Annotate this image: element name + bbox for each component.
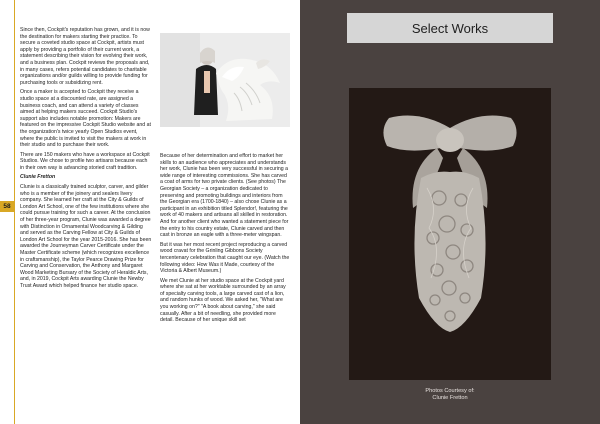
page-edge-rule bbox=[14, 0, 15, 424]
photo-credit bbox=[370, 388, 530, 402]
right-page bbox=[300, 0, 600, 424]
section-subhead: Clunie Fretton bbox=[20, 174, 56, 181]
paragraph: Because of her determination and effort to market her skills to an audience who appreciates and understands her work, Clunie has been very successful in securing a wide range of interesting commissions. She has carved a coat of arms for two private clients. (See photos) The Georgian Society – a organization dedicated to preserving and promoting buildings and interiors from the Georgian era (1700-1840) – also chose Clunie as a participant in an exhibition titled Splendor!, featuring the work of 40 makers and artisans all skilled in restoration. And for another client who wanted a statement piece for the entry to his country estate, Clunie carved and then cast in bronze an eagle with a three-meter wingspan. bbox=[160, 153, 289, 239]
sculptor-photo bbox=[160, 33, 290, 127]
text-column-2 bbox=[160, 153, 290, 327]
section-title: Select Works bbox=[411, 20, 489, 36]
paragraph: Since then, Cockpit's reputation has grown, and it is now the destination for makers starting their practice. To secure a coveted studio space at Cockpit, artists must apply by providing a portfolio of their current work, a statement describing their vision for evolving their work, and a business plan. Cockpit reviews the proposals and, in many cases, refers potential candidates to charitable organizations and/or guilds willing to provide funding for purchasing tools or subsidizing rent. bbox=[20, 27, 150, 86]
paragraph: But it was her most recent project reproducing a carved wood cravat for the Grinling Gibbons Society tercentenary celebration that caught our eye. (Watch the following video: How Was it Made, courtesy of the Victoria & Albert Museum.) bbox=[160, 241, 290, 275]
page-number: 58 bbox=[0, 201, 14, 212]
sculptor-photo-image bbox=[160, 33, 290, 127]
cravat-sculpture-image bbox=[349, 88, 551, 380]
paragraph: There are 150 makers who have a workspace at Cockpit Studios. We chose to profile two artisans because each in their own way is advancing storied craft tradition. bbox=[20, 151, 150, 171]
photo-credit-line-1: Photos Courtesy of: bbox=[425, 388, 475, 394]
text-column-1 bbox=[20, 27, 152, 293]
section-title-box bbox=[347, 13, 553, 43]
carved-cravat-photo bbox=[349, 88, 551, 380]
paragraph: Clunie is a classically trained sculptor, carver, and gilder who is a member of the joinery and sealers livery company. She learned her craft at the City & Guilds of London Art School, one of the few institutions where she could pursue training for such a career. At the conclusion of her three-year program, Clunie was awarded a degree with Distinction in Ornamental Woodcarving & Gilding and served as the Carving Fellow at City & Guilds of London Art School for the year 2015-2016. She has been awarded the Journeyman Carver Certificate under the Master Certificate scheme (which recognizes excellence in craftsmanship), the Taylor Pearce Drawing Prize for Carving and Conservation, the Anthony and Margaret Wood Marketing Bursary of the Society of Heraldic Arts, and, in 2019, Cockpit Arts awarding Clunie the Newby Trust Award which helped finance her studio space. bbox=[20, 184, 152, 289]
photo-credit-line-2: Clunie Fretton bbox=[432, 395, 468, 401]
paragraph: Once a maker is accepted to Cockpit they receive a studio space at a discounted rate, are assigned a business coach, and can attend a variety of classes aimed at helping makers succeed. Cockpit Studio's support also includes notable promotion: Makers are featured on the impressive Cockpit Studio website and at the organization's twice yearly Open Studios event, where the public is invited to visit the makers at work in their studio and to purchase their work. bbox=[20, 89, 151, 149]
paragraph: We met Clunie at her studio space at the Cockpit yard where she sat at her worktable surrounded by an array of specialty carving tools, a large carved cast of a lion, and random hunks of wood. We asked her, "What are you working on?" "A book about carving," she said casually. After a bit of needling, she provided more detail. Because of her unique skill set bbox=[160, 277, 286, 324]
